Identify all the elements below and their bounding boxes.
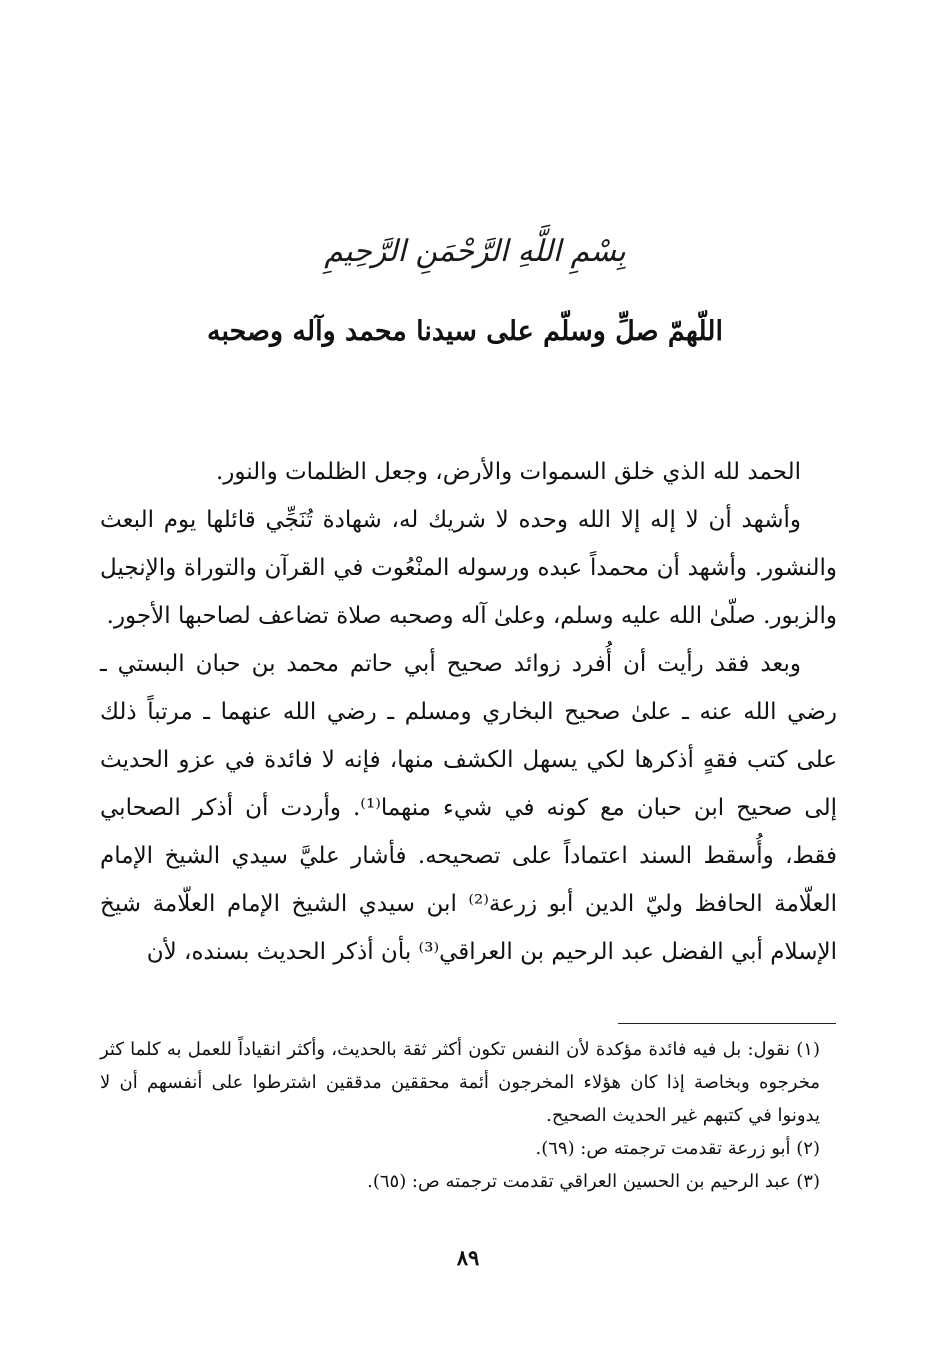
page-number: ٨٩ <box>456 1245 480 1270</box>
footnote: (٣) عبد الرحيم بن الحسين العراقي تقدمت ترجمته ص: (٦٥). <box>367 1171 820 1192</box>
footnote-divider <box>618 1023 836 1024</box>
paragraph: وبعد فقد رأيت أن أُفرد زوائد صحيح أبي حاتم محمد بن حبان البستي ـ رضي الله عنه ـ علىٰ صحيح البخاري ومسلم ـ رضي الله عنهما ـ مرتباً ذلك على كتب فقهٍ أذكرها لكي يسهل الكشف منها، فإنه لا فائدة في عزو الحديث إلى صحيح ابن حبان مع كونه في شيء منهما⁽¹⁾. وأردت أن أذكر الصحابي فقط، وأُسقط السند اعتماداً على تصحيحه. فأشار عليَّ سيدي الشيخ الإمام العلّامة الحافظ وليّ الدين أبو زرعة⁽²⁾ ابن سيدي الشيخ الإمام العلّامة شيخ الإسلام أبي الفضل عبد الرحيم بن العراقي⁽³⁾ بأن أذكر الحديث بسنده، لأن <box>100 651 838 965</box>
paragraph: الحمد لله الذي خلق السموات والأرض، وجعل الظلمات والنور. <box>215 459 801 485</box>
footnote: (٢) أبو زرعة تقدمت ترجمته ص: (٦٩). <box>535 1138 820 1159</box>
paragraph: وأشهد أن لا إله إلا الله وحده لا شريك له، شهادة تُنَجِّي قائلها يوم البعث والنشور. وأشهد أن محمداً عبده ورسوله المنْعُوت في القرآن والتوراة والإنجيل والزبور. صلّىٰ الله عليه وسلم، وعلىٰ آله وصحبه صلاة تضاعف لصاحبها الأجور. <box>100 507 837 629</box>
main-text <box>100 448 837 976</box>
footnote: (١) نقول: بل فيه فائدة مؤكدة لأن النفس تكون أكثر ثقة بالحديث، وأكثر انقياداً للعمل به كلما كثر مخرجوه وبخاصة إذا كان هؤلاء المخرجون أئمة محققين مدققين اشترطوا على أنفسهم أن لا يدونوا في كتبهم غير الحديث الصحيح. <box>100 1039 820 1126</box>
salawat-heading: اللّهمّ صلِّ وسلّم على سيدنا محمد وآله وصحبه <box>207 316 723 347</box>
basmala-calligraphy: بِسْمِ اللَّهِ الرَّحْمَنِ الرَّحِيمِ <box>324 234 626 269</box>
footnotes <box>100 1033 820 1198</box>
